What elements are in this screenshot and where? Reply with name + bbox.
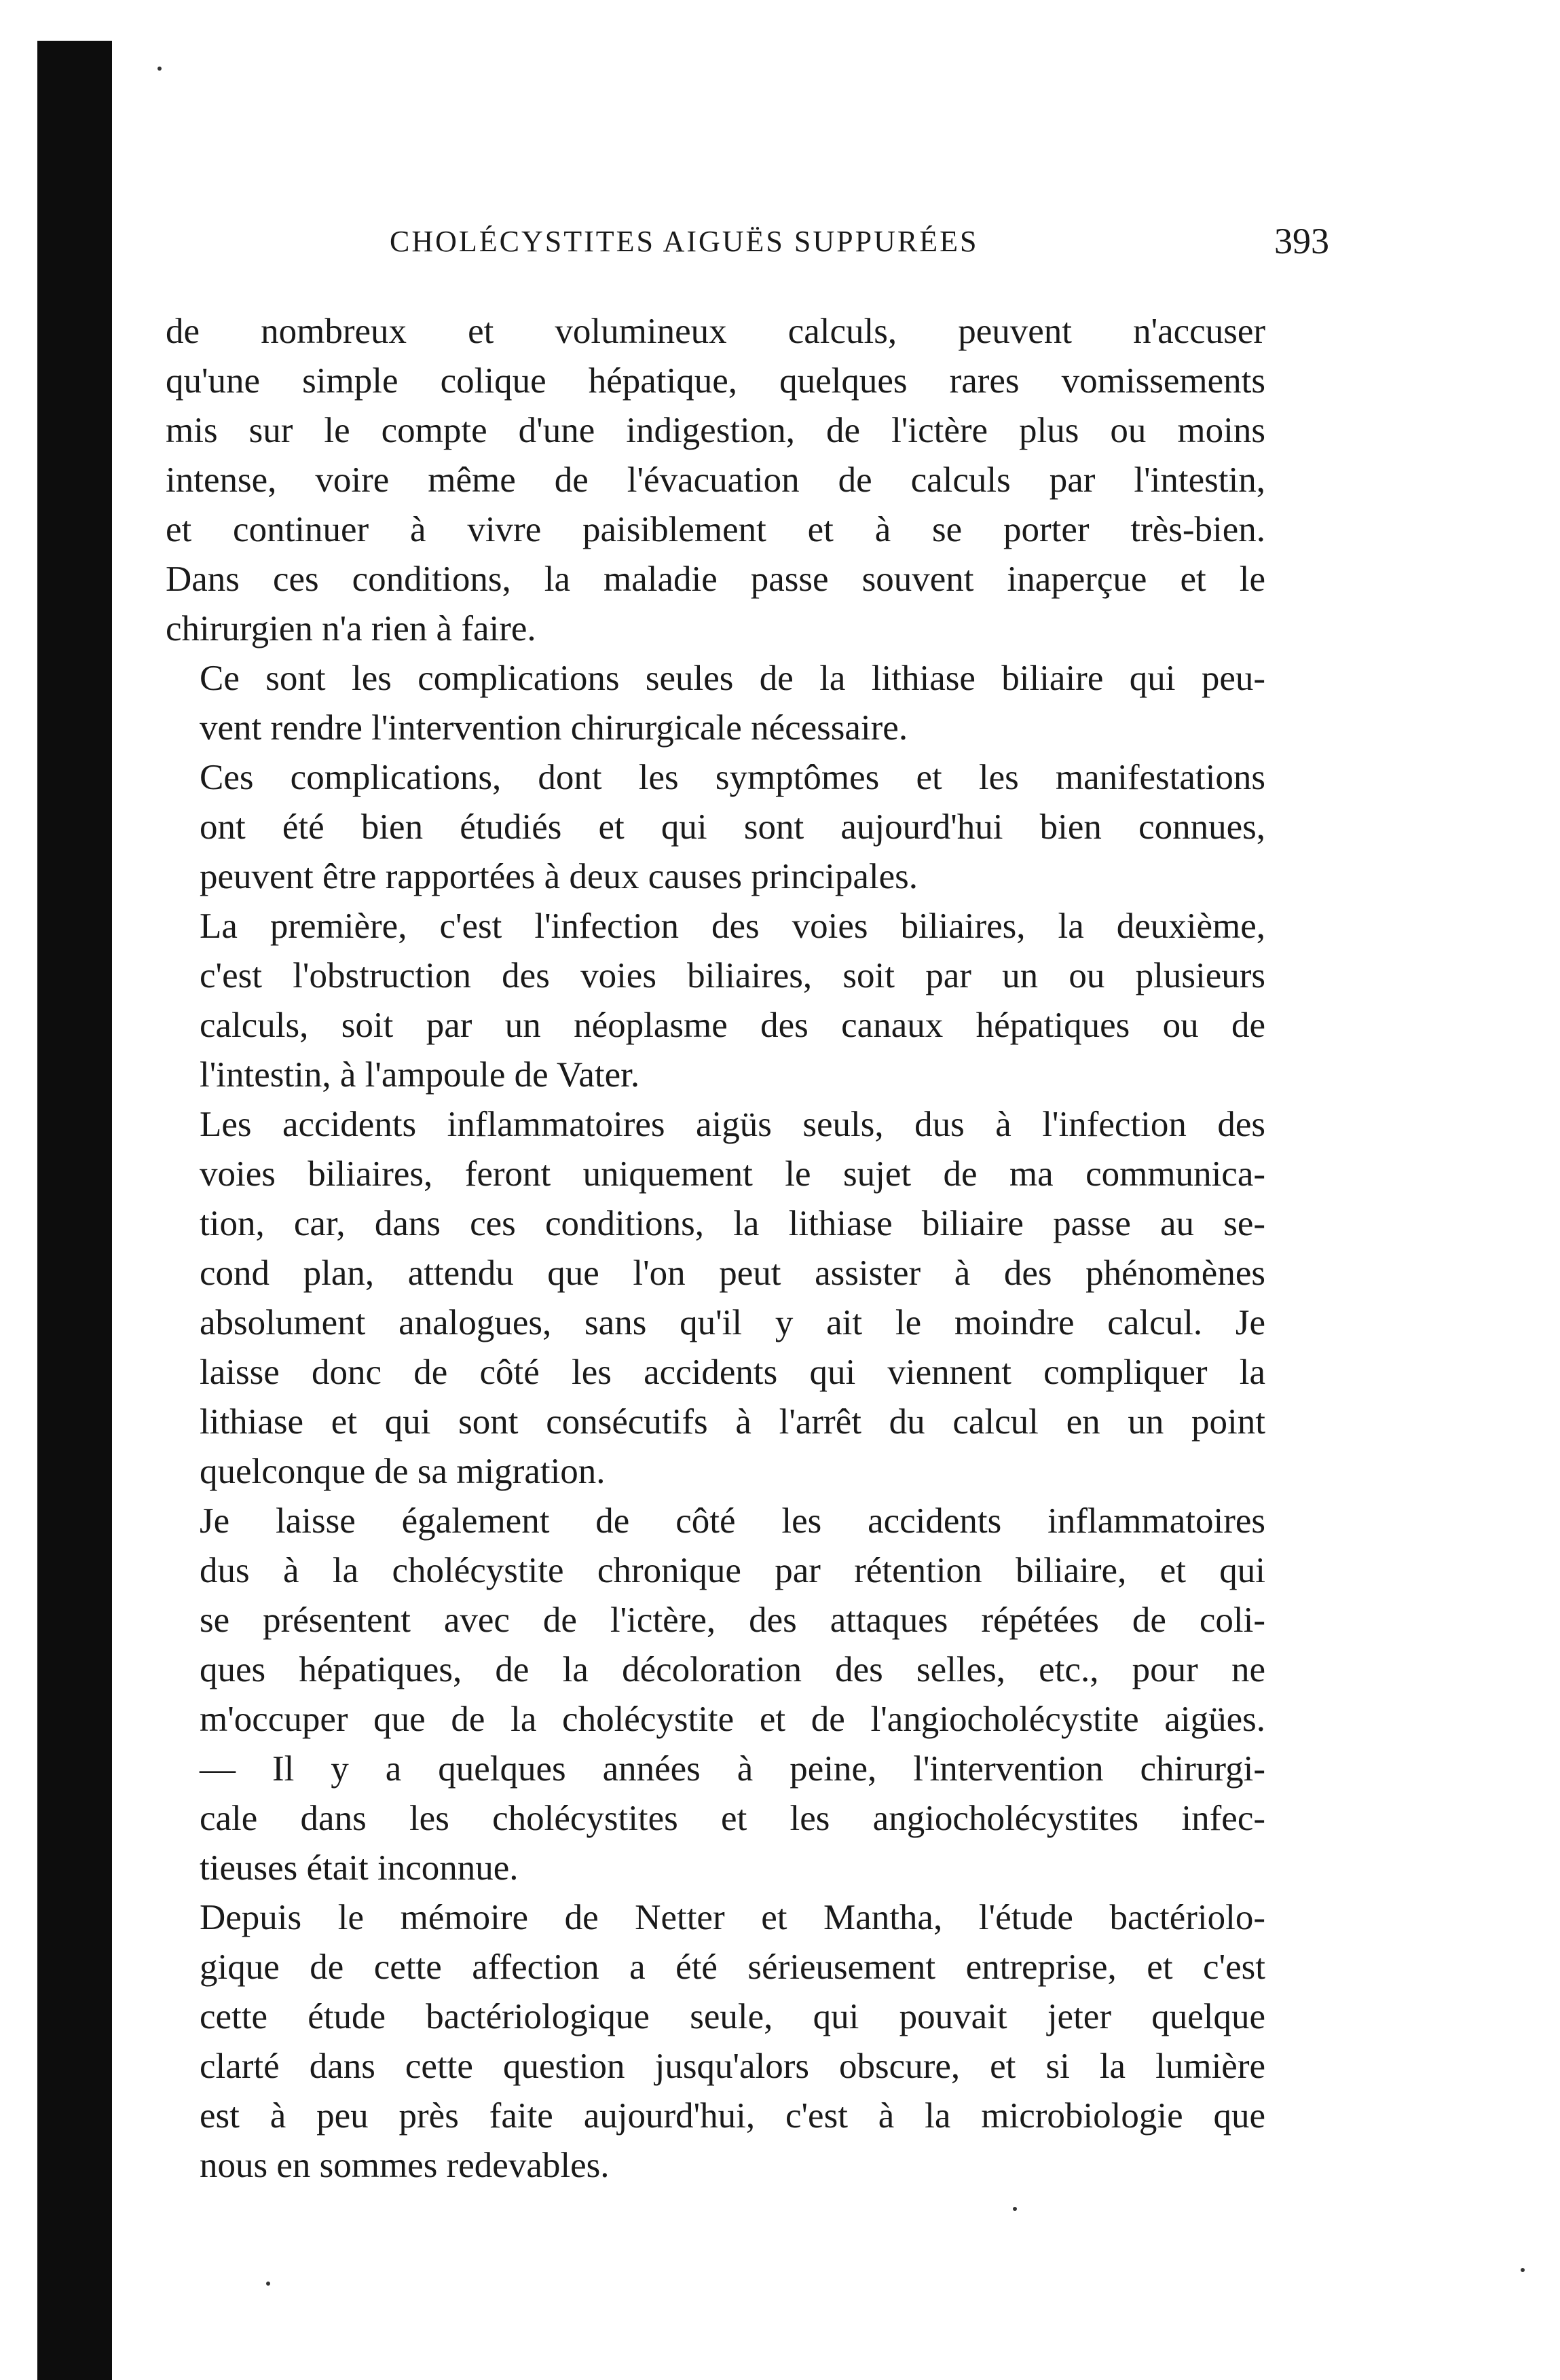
text-line: peuvent être rapportées à deux causes principales.	[200, 857, 918, 896]
text-line: mis sur le compte d'une indigestion, de l'ictère plus ou moins	[166, 411, 1265, 450]
text-line: lithiase et qui sont consécutifs à l'arrêt du calcul en un point	[200, 1402, 1265, 1442]
text-line: Depuis le mémoire de Netter et Mantha, l'étude bactériolo-	[200, 1898, 1265, 1937]
text-line: cette étude bactériologique seule, qui pouvait jeter quelque	[200, 1997, 1265, 2036]
ink-speck	[1521, 2268, 1525, 2272]
ink-speck	[157, 67, 162, 71]
text-line: Les accidents inflammatoires aigüs seuls, dus à l'infection des	[200, 1105, 1265, 1144]
text-line: Dans ces conditions, la maladie passe souvent inaperçue et le	[166, 560, 1265, 599]
text-line: Je laisse également de côté les accidents inflammatoires	[200, 1501, 1265, 1541]
running-title: CHOLÉCYSTITES AIGUËS SUPPURÉES	[390, 225, 979, 258]
paragraph-3	[166, 753, 1265, 902]
text-line: voies biliaires, feront uniquement le sujet de ma communica-	[200, 1154, 1265, 1194]
paragraph-7	[166, 1893, 1265, 2191]
text-line: — Il y a quelques années à peine, l'intervention chirurgi-	[200, 1749, 1265, 1789]
text-line: cond plan, attendu que l'on peut assister à des phénomènes	[200, 1253, 1265, 1293]
text-line: est à peu près faite aujourd'hui, c'est à la microbiologie que	[200, 2096, 1265, 2136]
text-line: cale dans les cholécystites et les angiocholécystites infec-	[200, 1799, 1265, 1838]
paragraph-1	[166, 307, 1265, 654]
text-line: intense, voire même de l'évacuation de calculs par l'intestin,	[166, 460, 1265, 500]
text-line: clarté dans cette question jusqu'alors obscure, et si la lumière	[200, 2047, 1265, 2086]
text-line: gique de cette affection a été sérieusement entreprise, et c'est	[200, 1947, 1265, 1987]
running-head	[166, 221, 1329, 272]
paragraph-6	[166, 1497, 1265, 1893]
text-line: c'est l'obstruction des voies biliaires, soit par un ou plusieurs	[200, 956, 1265, 995]
text-line: Ces complications, dont les symptômes et les manifestations	[200, 758, 1265, 797]
ink-speck	[266, 2282, 270, 2286]
text-line: laisse donc de côté les accidents qui viennent compliquer la	[200, 1353, 1265, 1392]
text-line: m'occuper que de la cholécystite et de l'angiocholécystite aigües.	[200, 1700, 1265, 1739]
text-line: et continuer à vivre paisiblement et à se porter très-bien.	[166, 510, 1265, 549]
text-line: chirurgien n'a rien à faire.	[166, 609, 536, 648]
ink-speck	[1013, 2207, 1017, 2211]
text-line: ques hépatiques, de la décoloration des selles, etc., pour ne	[200, 1650, 1265, 1689]
text-line: ont été bien étudiés et qui sont aujourd'hui bien connues,	[200, 807, 1265, 847]
paragraph-2	[166, 654, 1265, 753]
text-line: l'intestin, à l'ampoule de Vater.	[200, 1055, 640, 1095]
page-number: 393	[1274, 221, 1329, 261]
body-text	[166, 307, 1265, 2191]
text-line: tion, car, dans ces conditions, la lithiase biliaire passe au se-	[200, 1204, 1265, 1243]
paragraph-4	[166, 902, 1265, 1100]
text-line: vent rendre l'intervention chirurgicale nécessaire.	[200, 708, 908, 748]
text-line: dus à la cholécystite chronique par rétention biliaire, et qui	[200, 1551, 1265, 1590]
paragraph-5	[166, 1100, 1265, 1497]
text-line: absolument analogues, sans qu'il y ait le moindre calcul. Je	[200, 1303, 1265, 1342]
text-line: de nombreux et volumineux calculs, peuvent n'accuser	[166, 312, 1265, 351]
text-line: tieuses était inconnue.	[200, 1848, 519, 1888]
text-line: calculs, soit par un néoplasme des canaux hépatiques ou de	[200, 1006, 1265, 1045]
binding-edge	[37, 41, 112, 2380]
text-line: Ce sont les complications seules de la lithiase biliaire qui peu-	[200, 659, 1265, 698]
text-line: se présentent avec de l'ictère, des attaques répétées de coli-	[200, 1600, 1265, 1640]
text-line: nous en sommes redevables.	[200, 2146, 610, 2185]
text-line: qu'une simple colique hépatique, quelques rares vomissements	[166, 361, 1265, 401]
text-line: La première, c'est l'infection des voies biliaires, la deuxième,	[200, 907, 1265, 946]
text-line: quelconque de sa migration.	[200, 1452, 606, 1491]
